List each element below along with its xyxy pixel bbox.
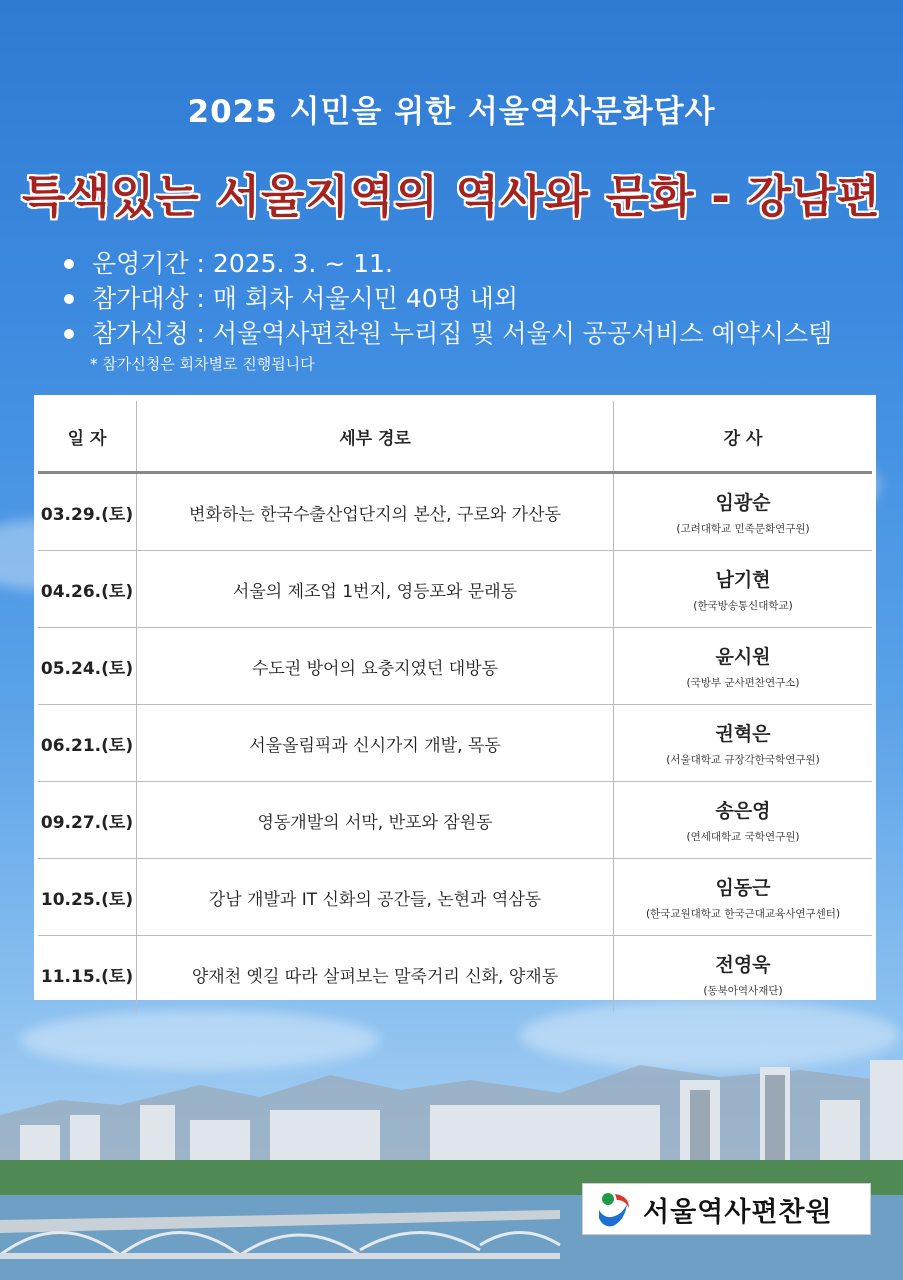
seoul-logo-icon (591, 1186, 637, 1232)
table-row (38, 936, 872, 1013)
lecturer-org: (연세대학교 국학연구원) (686, 831, 800, 843)
poster-title: 특색있는 서울지역의 역사와 문화 - 강남편 (21, 170, 881, 223)
info-list (64, 246, 832, 374)
table-row (38, 628, 872, 705)
row-lecturer (614, 936, 873, 1013)
row-lecturer (614, 628, 873, 705)
table-row (38, 705, 872, 782)
row-date: 09.27.(토) (38, 782, 137, 859)
row-date: 03.29.(토) (40, 504, 134, 525)
row-route: 서울의 제조업 1번지, 영등포와 문래동 (137, 551, 614, 628)
lecturer-org: (동북아역사재단) (703, 985, 783, 997)
table-header-row (38, 401, 872, 473)
row-route: 영동개발의 서막, 반포와 잠원동 (137, 782, 614, 859)
lecturer-org: (한국교원대학교 한국근대교육사연구센터) (645, 908, 841, 920)
info-item-period: 운영기간 : 2025. 3. ~ 11. (64, 246, 832, 281)
schedule-table (38, 401, 872, 1012)
row-date: 10.25.(토) (38, 859, 137, 936)
info-note: * 참가신청은 회차별로 진행됩니다 (90, 355, 315, 373)
lecturer-name: 전영욱 (715, 954, 771, 976)
lecturer-name: 임광순 (715, 492, 771, 514)
info-item-application: 참가신청 : 서울역사편찬원 누리집 및 서울시 공공서비스 예약시스템 (64, 316, 832, 351)
row-route: 양재천 옛길 따라 살펴보는 말죽거리 신화, 양재동 (137, 936, 614, 1013)
poster-subtitle: 2025 시민을 위한 서울역사문화답사 (187, 94, 716, 130)
table-row (38, 782, 872, 859)
lecturer-name: 송은영 (715, 800, 771, 822)
row-route: 강남 개발과 IT 신화의 공간들, 논현과 역삼동 (137, 859, 614, 936)
bullet-icon (64, 329, 74, 339)
publisher-name: 서울역사편찬원 (643, 1196, 833, 1228)
row-lecturer (614, 473, 873, 551)
row-date: 06.21.(토) (38, 705, 137, 782)
row-route: 서울올림픽과 신시가지 개발, 목동 (137, 705, 614, 782)
lecturer-name: 권혁은 (715, 723, 771, 745)
row-date: 11.15.(토) (38, 936, 137, 1013)
bullet-icon (64, 294, 74, 304)
row-date: 04.26.(토) (38, 551, 137, 628)
header-date: 일 자 (38, 401, 137, 473)
lecturer-name: 임동근 (715, 877, 771, 899)
header-route: 세부 경로 (137, 401, 614, 473)
lecturer-name: 남기현 (715, 569, 771, 591)
lecturer-org: (한국방송통신대학교) (693, 600, 793, 612)
header-lecturer: 강 사 (614, 401, 873, 473)
table-row (38, 473, 872, 551)
table-row (38, 859, 872, 936)
schedule-table-panel (34, 395, 876, 1000)
lecturer-name: 윤시원 (715, 646, 771, 668)
row-date: 05.24.(토) (38, 628, 137, 705)
row-route: 수도권 방어의 요충지였던 대방동 (137, 628, 614, 705)
lecturer-org: (고려대학교 민족문화연구원) (676, 523, 810, 535)
row-route: 변화하는 한국수출산업단지의 본산, 구로와 가산동 (137, 473, 614, 551)
lecturer-org: (국방부 군사편찬연구소) (686, 677, 800, 689)
publisher-logo (582, 1183, 871, 1235)
row-lecturer (614, 859, 873, 936)
row-lecturer (614, 551, 873, 628)
lecturer-org: (서울대학교 규장각한국학연구원) (666, 754, 820, 766)
city-skyline-image (0, 1005, 903, 1280)
table-row (38, 551, 872, 628)
row-lecturer (614, 782, 873, 859)
row-lecturer (614, 705, 873, 782)
info-item-target: 참가대상 : 매 회차 서울시민 40명 내외 (64, 281, 832, 316)
bullet-icon (64, 259, 74, 269)
